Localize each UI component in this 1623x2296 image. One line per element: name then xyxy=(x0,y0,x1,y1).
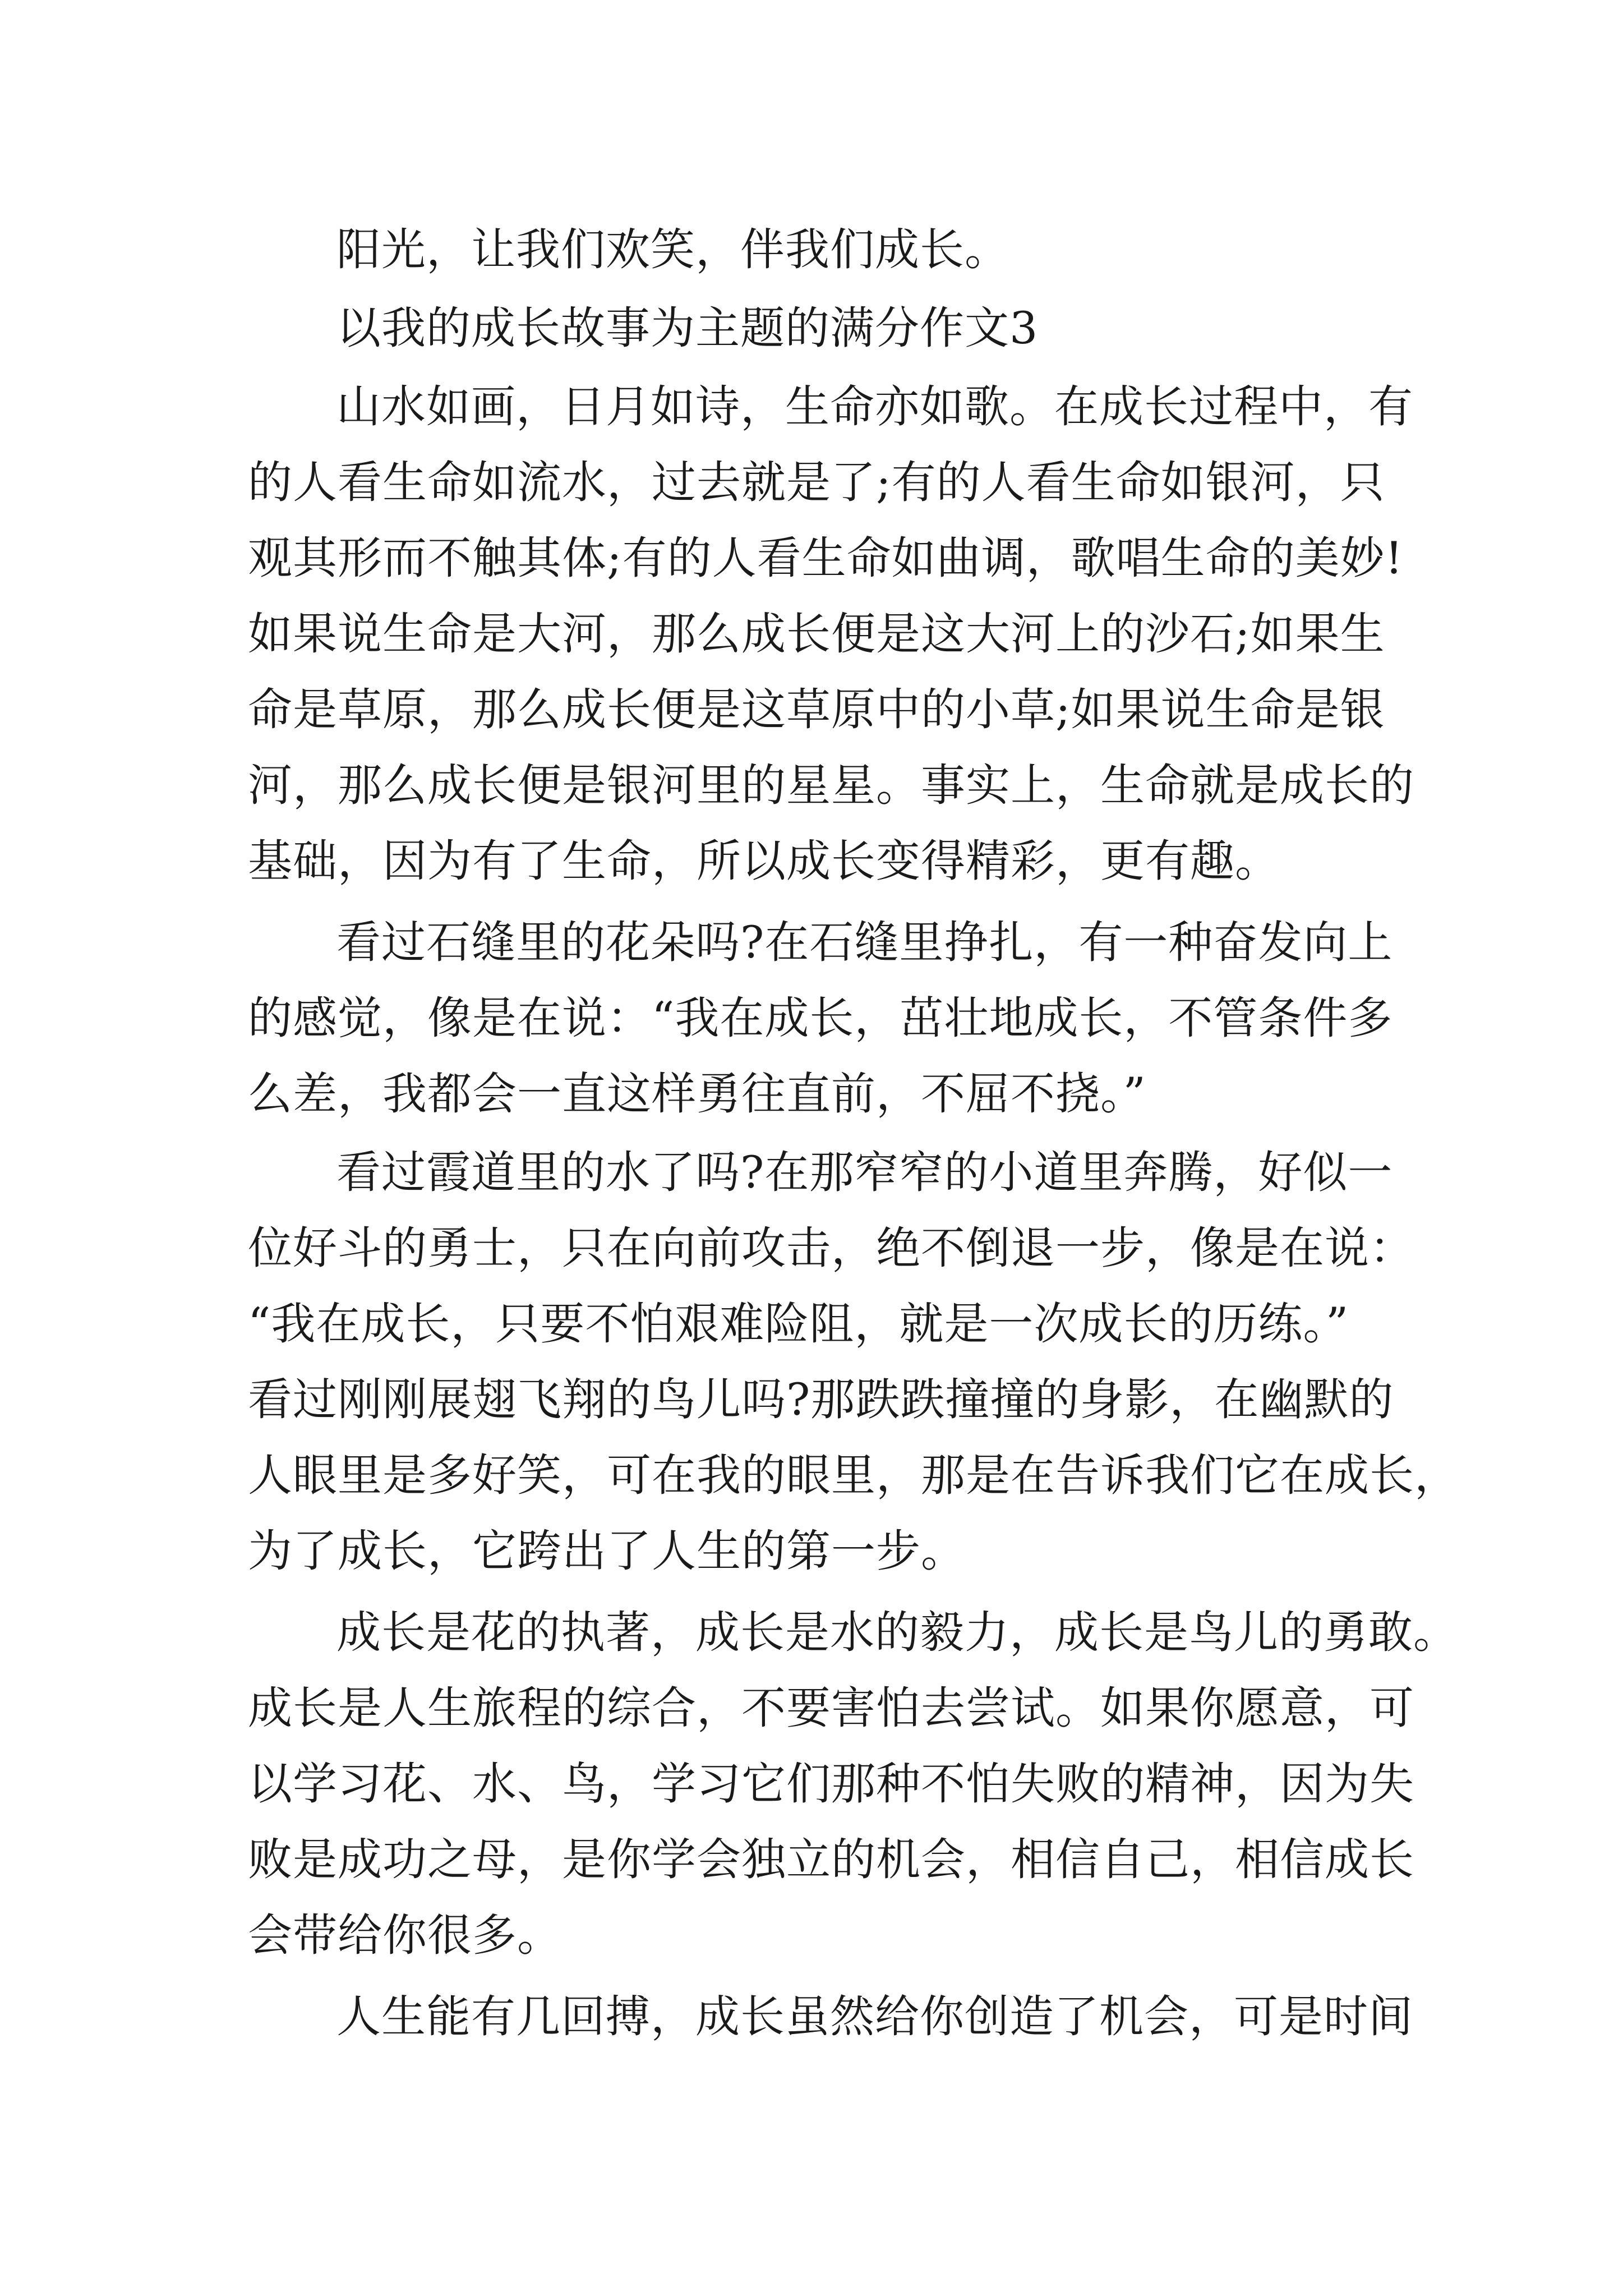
text-line: 阳光，让我们欢笑，伴我们成长。 xyxy=(336,224,1009,275)
text-line: 如果说生命是大河，那么成长便是这大河上的沙石;如果生 xyxy=(248,608,1385,660)
text-line: 看过霞道里的水了吗?在那窄窄的小道里奔腾，好似一 xyxy=(336,1147,1393,1198)
text-line: 的感觉，像是在说：“我在成长，茁壮地成长，不管条件多 xyxy=(248,992,1393,1044)
text-line: 以学习花、水、鸟，学习它们那种不怕失败的精神，因为失 xyxy=(248,1758,1414,1810)
text-line: 会带给你很多。 xyxy=(248,1910,562,1961)
text-line: 山水如画，日月如诗，生命亦如歌。在成长过程中，有 xyxy=(336,381,1413,432)
text-line: 人眼里是多好笑，可在我的眼里，那是在告诉我们它在成长， xyxy=(248,1450,1459,1501)
text-line: 命是草原，那么成长便是这草原中的小草;如果说生命是银 xyxy=(248,684,1385,735)
text-line: 观其形而不触其体;有的人看生命如曲调，歌唱生命的美妙! xyxy=(248,532,1404,584)
text-line: 人生能有几回搏，成长虽然给你创造了机会，可是时间 xyxy=(336,1991,1413,2042)
text-line: 么差，我都会一直这样勇往直前，不屈不挠。” xyxy=(248,1068,1146,1120)
text-line: 成长是花的执著，成长是水的毅力，成长是鸟儿的勇敢。 xyxy=(336,1607,1458,1658)
text-line: 看过石缝里的花朵吗?在石缝里挣扎，有一种奋发向上 xyxy=(336,917,1393,968)
text-line: 基础，因为有了生命，所以成长变得精彩，更有趣。 xyxy=(248,835,1280,887)
text-line: 位好斗的勇士，只在向前攻击，绝不倒退一步，像是在说： xyxy=(248,1222,1414,1274)
text-line: 看过刚刚展翅飞翔的鸟儿吗?那跌跌撞撞的身影，在幽默的 xyxy=(248,1374,1394,1425)
text-line: “我在成长，只要不怕艰难险阻，就是一次成长的历练。” xyxy=(248,1298,1349,1350)
text-line: 败是成功之母，是你学会独立的机会，相信自己，相信成长 xyxy=(248,1834,1414,1885)
text-line: 为了成长，它跨出了人生的第一步。 xyxy=(248,1525,966,1577)
text-line: 河，那么成长便是银河里的星星。事实上，生命就是成长的 xyxy=(248,760,1414,811)
text-line: 成长是人生旅程的综合，不要害怕去尝试。如果你愿意，可 xyxy=(248,1682,1414,1734)
text-line: 的人看生命如流水，过去就是了;有的人看生命如银河，只 xyxy=(248,457,1385,508)
section-heading: 以我的成长故事为主题的满分作文3 xyxy=(336,302,1039,354)
